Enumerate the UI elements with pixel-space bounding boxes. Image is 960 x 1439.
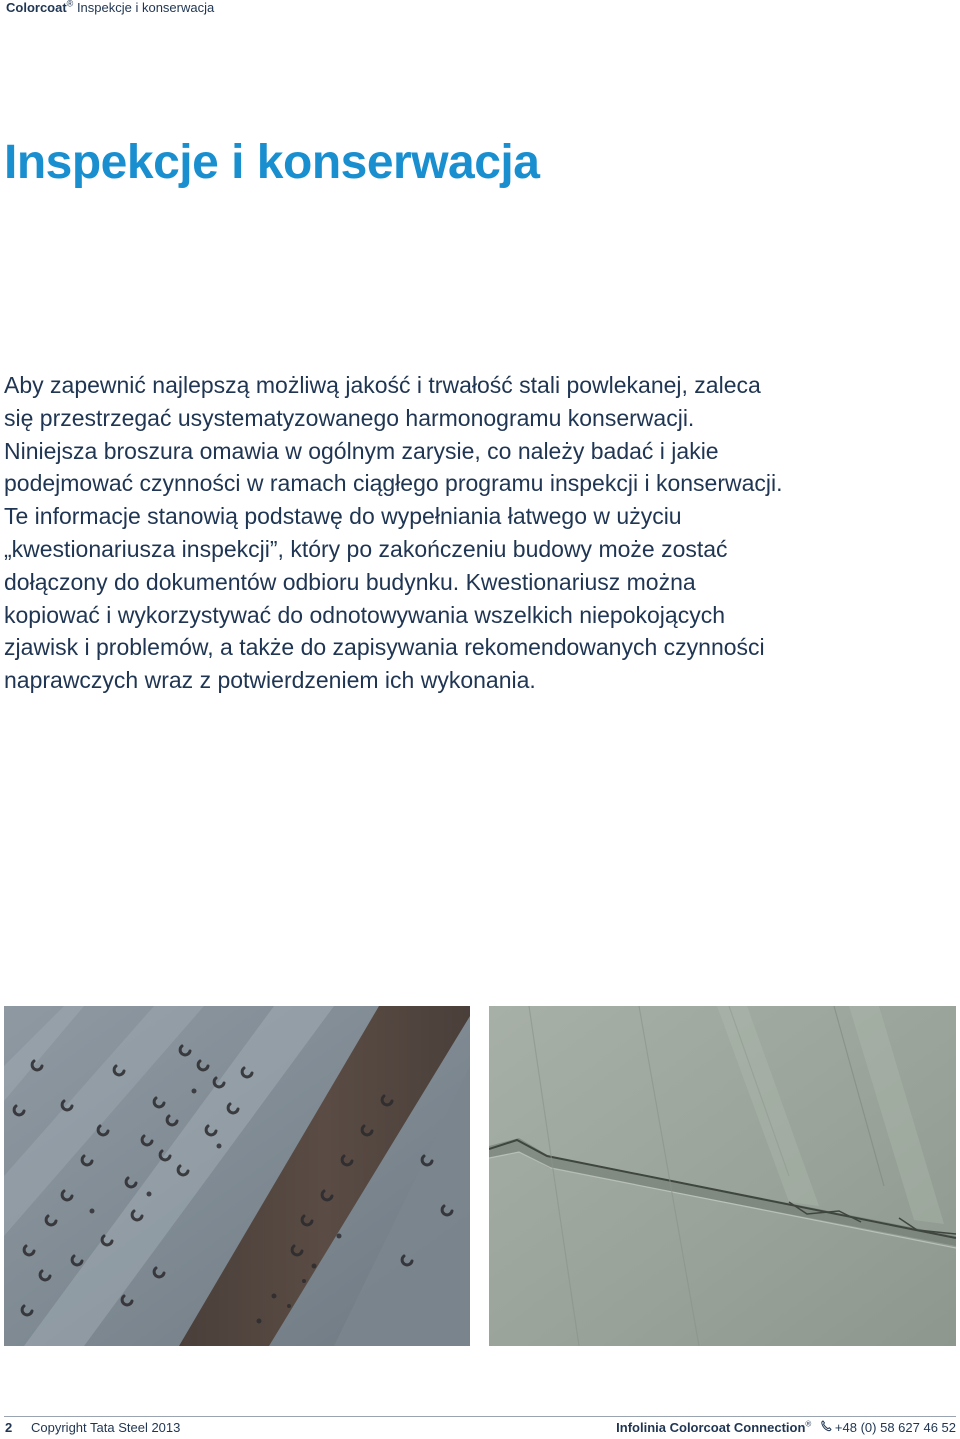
body-line: „kwestionariusza inspekcji”, który po zakończeniu budowy może zostać: [4, 535, 728, 562]
body-line: naprawczych wraz z potwierdzeniem ich wykonania.: [4, 667, 536, 694]
body-line: dołączony do dokumentów odbioru budynku. Kwestionariusz można: [4, 568, 696, 595]
page-title: Inspekcje i konserwacja: [4, 136, 540, 189]
body-line: się przestrzegać usystematyzowanego harmonogramu konserwacji.: [4, 404, 695, 431]
header-brand: Colorcoat: [6, 0, 67, 15]
footer-divider: [4, 1416, 956, 1417]
body-line: kopiować i wykorzystywać do odnotowywania wszelkich niepokojących: [4, 601, 725, 628]
body-line: Te informacje stanowią podstawę do wypełniania łatwego w użyciu: [4, 503, 682, 530]
profiled-roof-image: [489, 1006, 956, 1346]
page-number: 2: [5, 1420, 13, 1435]
telephone-icon: [819, 1420, 833, 1435]
infoline-label: Infolinia Colorcoat Connection: [616, 1420, 806, 1435]
weathered-roof-image: [4, 1006, 470, 1346]
body-line: podejmować czynności w ramach ciągłego programu inspekcji i konserwacji.: [4, 470, 783, 497]
body-line: Niniejsza broszura omawia w ogólnym zarysie, co należy badać i jakie: [4, 437, 719, 464]
body-line: zjawisk i problemów, a także do zapisywania rekomendowanych czynności: [4, 634, 765, 661]
copyright-text: Copyright Tata Steel 2013: [31, 1420, 181, 1435]
photo-profiled-roof-sheet: [489, 1006, 956, 1346]
header-section: Inspekcje i konserwacja: [76, 0, 215, 15]
body-paragraph: [4, 369, 949, 697]
infoline: [616, 1420, 956, 1435]
infoline-registered-mark: ®: [805, 1419, 812, 1429]
header-registered-mark: ®: [66, 0, 74, 9]
phone-number: +48 (0) 58 627 46 52: [834, 1420, 956, 1435]
photo-weathered-roof-sheet: [4, 1006, 470, 1346]
body-line: Aby zapewnić najlepszą możliwą jakość i trwałość stali powlekanej, zaleca: [4, 372, 761, 398]
page-footer: [0, 1400, 960, 1439]
running-header: [6, 0, 214, 16]
